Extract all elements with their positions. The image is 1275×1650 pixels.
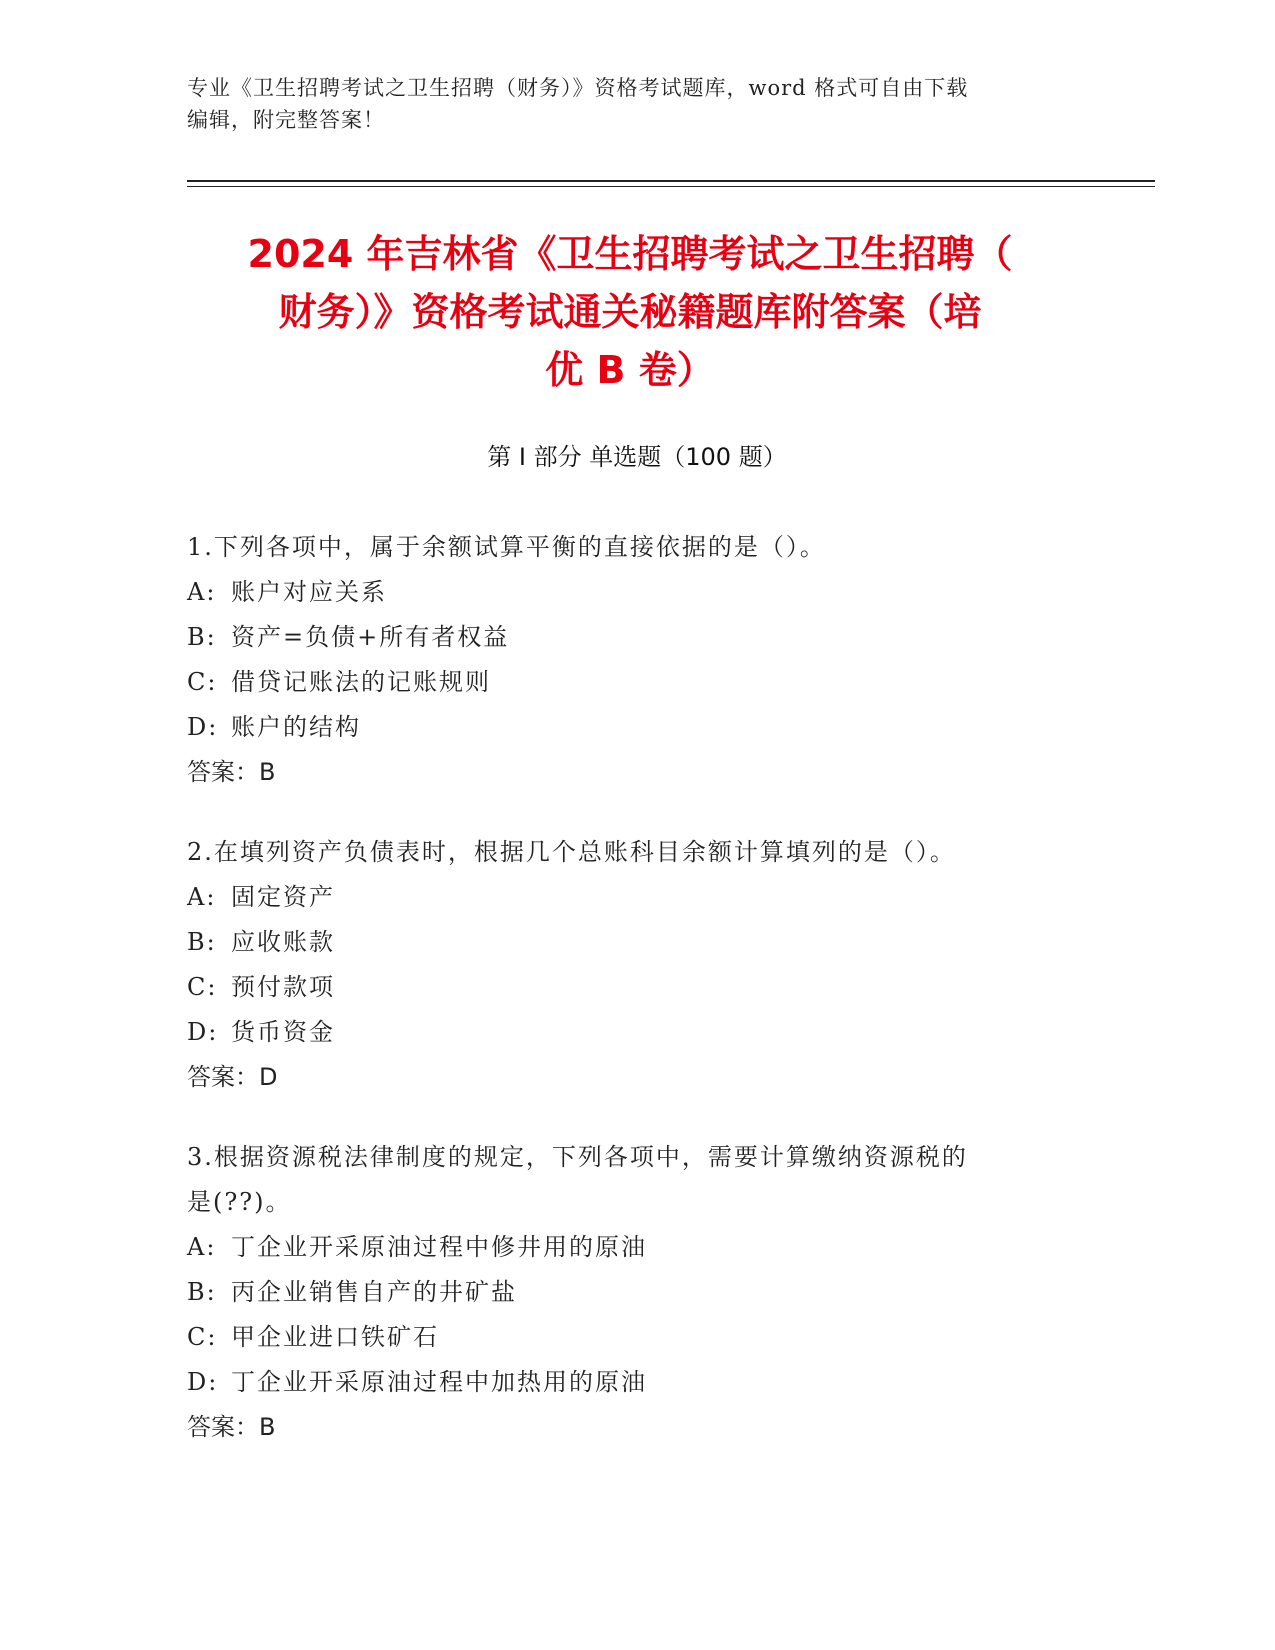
option-b [187, 615, 1067, 660]
option-d [187, 1010, 1067, 1055]
option-c [187, 660, 1067, 705]
header-rule-thick [187, 180, 1155, 182]
header-note [187, 72, 1067, 136]
option-text: 应收账款 [231, 928, 335, 956]
section-heading: 第 I 部分 单选题（100 题） [487, 443, 787, 471]
question-1 [187, 525, 1067, 795]
option-letter: D: [187, 713, 219, 741]
document-title-line-3: 优 B 卷） [545, 348, 715, 392]
header-note-line-2: 编辑，附完整答案！ [187, 108, 385, 132]
option-letter: A: [187, 883, 217, 911]
option-letter: A: [187, 1233, 217, 1261]
option-a [187, 570, 1067, 615]
document-title-line-2: 财务）》资格考试通关秘籍题库附答案（培 [278, 290, 982, 334]
question-stem: 1.下列各项中，属于余额试算平衡的直接依据的是（）。 [187, 533, 826, 561]
option-b [187, 1270, 1067, 1315]
header-note-line-1: 专业《卫生招聘考试之卫生招聘（财务）》资格考试题库，word 格式可自由下载 [187, 76, 969, 100]
question-stem: 2.在填列资产负债表时，根据几个总账科目余额计算填列的是（）。 [187, 838, 956, 866]
question-stem-continued: 是(??)。 [187, 1188, 292, 1216]
header-rule-thin [187, 186, 1155, 187]
option-text: 借贷记账法的记账规则 [231, 668, 491, 696]
question-3 [187, 1135, 1067, 1450]
option-letter: B: [187, 1278, 217, 1306]
option-text: 固定资产 [231, 883, 335, 911]
document-title-line-1: 2024 年吉林省《卫生招聘考试之卫生招聘（ [247, 232, 1013, 276]
option-text: 丁企业开采原油过程中加热用的原油 [231, 1368, 647, 1396]
option-text: 账户对应关系 [231, 578, 387, 606]
option-d [187, 705, 1067, 750]
option-letter: A: [187, 578, 217, 606]
option-text: 丁企业开采原油过程中修井用的原油 [231, 1233, 647, 1261]
option-text: 资产=负债+所有者权益 [231, 623, 510, 651]
answer-label: 答案：B [187, 758, 276, 786]
option-a [187, 875, 1067, 920]
answer-label: 答案：B [187, 1413, 276, 1441]
option-letter: C: [187, 668, 218, 696]
question-2 [187, 830, 1067, 1100]
option-a [187, 1225, 1067, 1270]
option-text: 账户的结构 [231, 713, 361, 741]
option-d [187, 1360, 1067, 1405]
option-letter: D: [187, 1368, 219, 1396]
option-text: 预付款项 [231, 973, 335, 1001]
question-stem: 3.根据资源税法律制度的规定，下列各项中，需要计算缴纳资源税的 [187, 1143, 968, 1171]
question-list [187, 525, 1067, 1485]
option-letter: C: [187, 1323, 218, 1351]
document-title [180, 225, 1080, 399]
option-text: 甲企业进口铁矿石 [231, 1323, 439, 1351]
option-text: 货币资金 [231, 1018, 335, 1046]
option-c [187, 965, 1067, 1010]
option-c [187, 1315, 1067, 1360]
option-letter: B: [187, 928, 217, 956]
option-text: 丙企业销售自产的井矿盐 [231, 1278, 517, 1306]
option-letter: D: [187, 1018, 219, 1046]
option-letter: B: [187, 623, 217, 651]
option-letter: C: [187, 973, 218, 1001]
option-b [187, 920, 1067, 965]
answer-label: 答案：D [187, 1063, 278, 1091]
